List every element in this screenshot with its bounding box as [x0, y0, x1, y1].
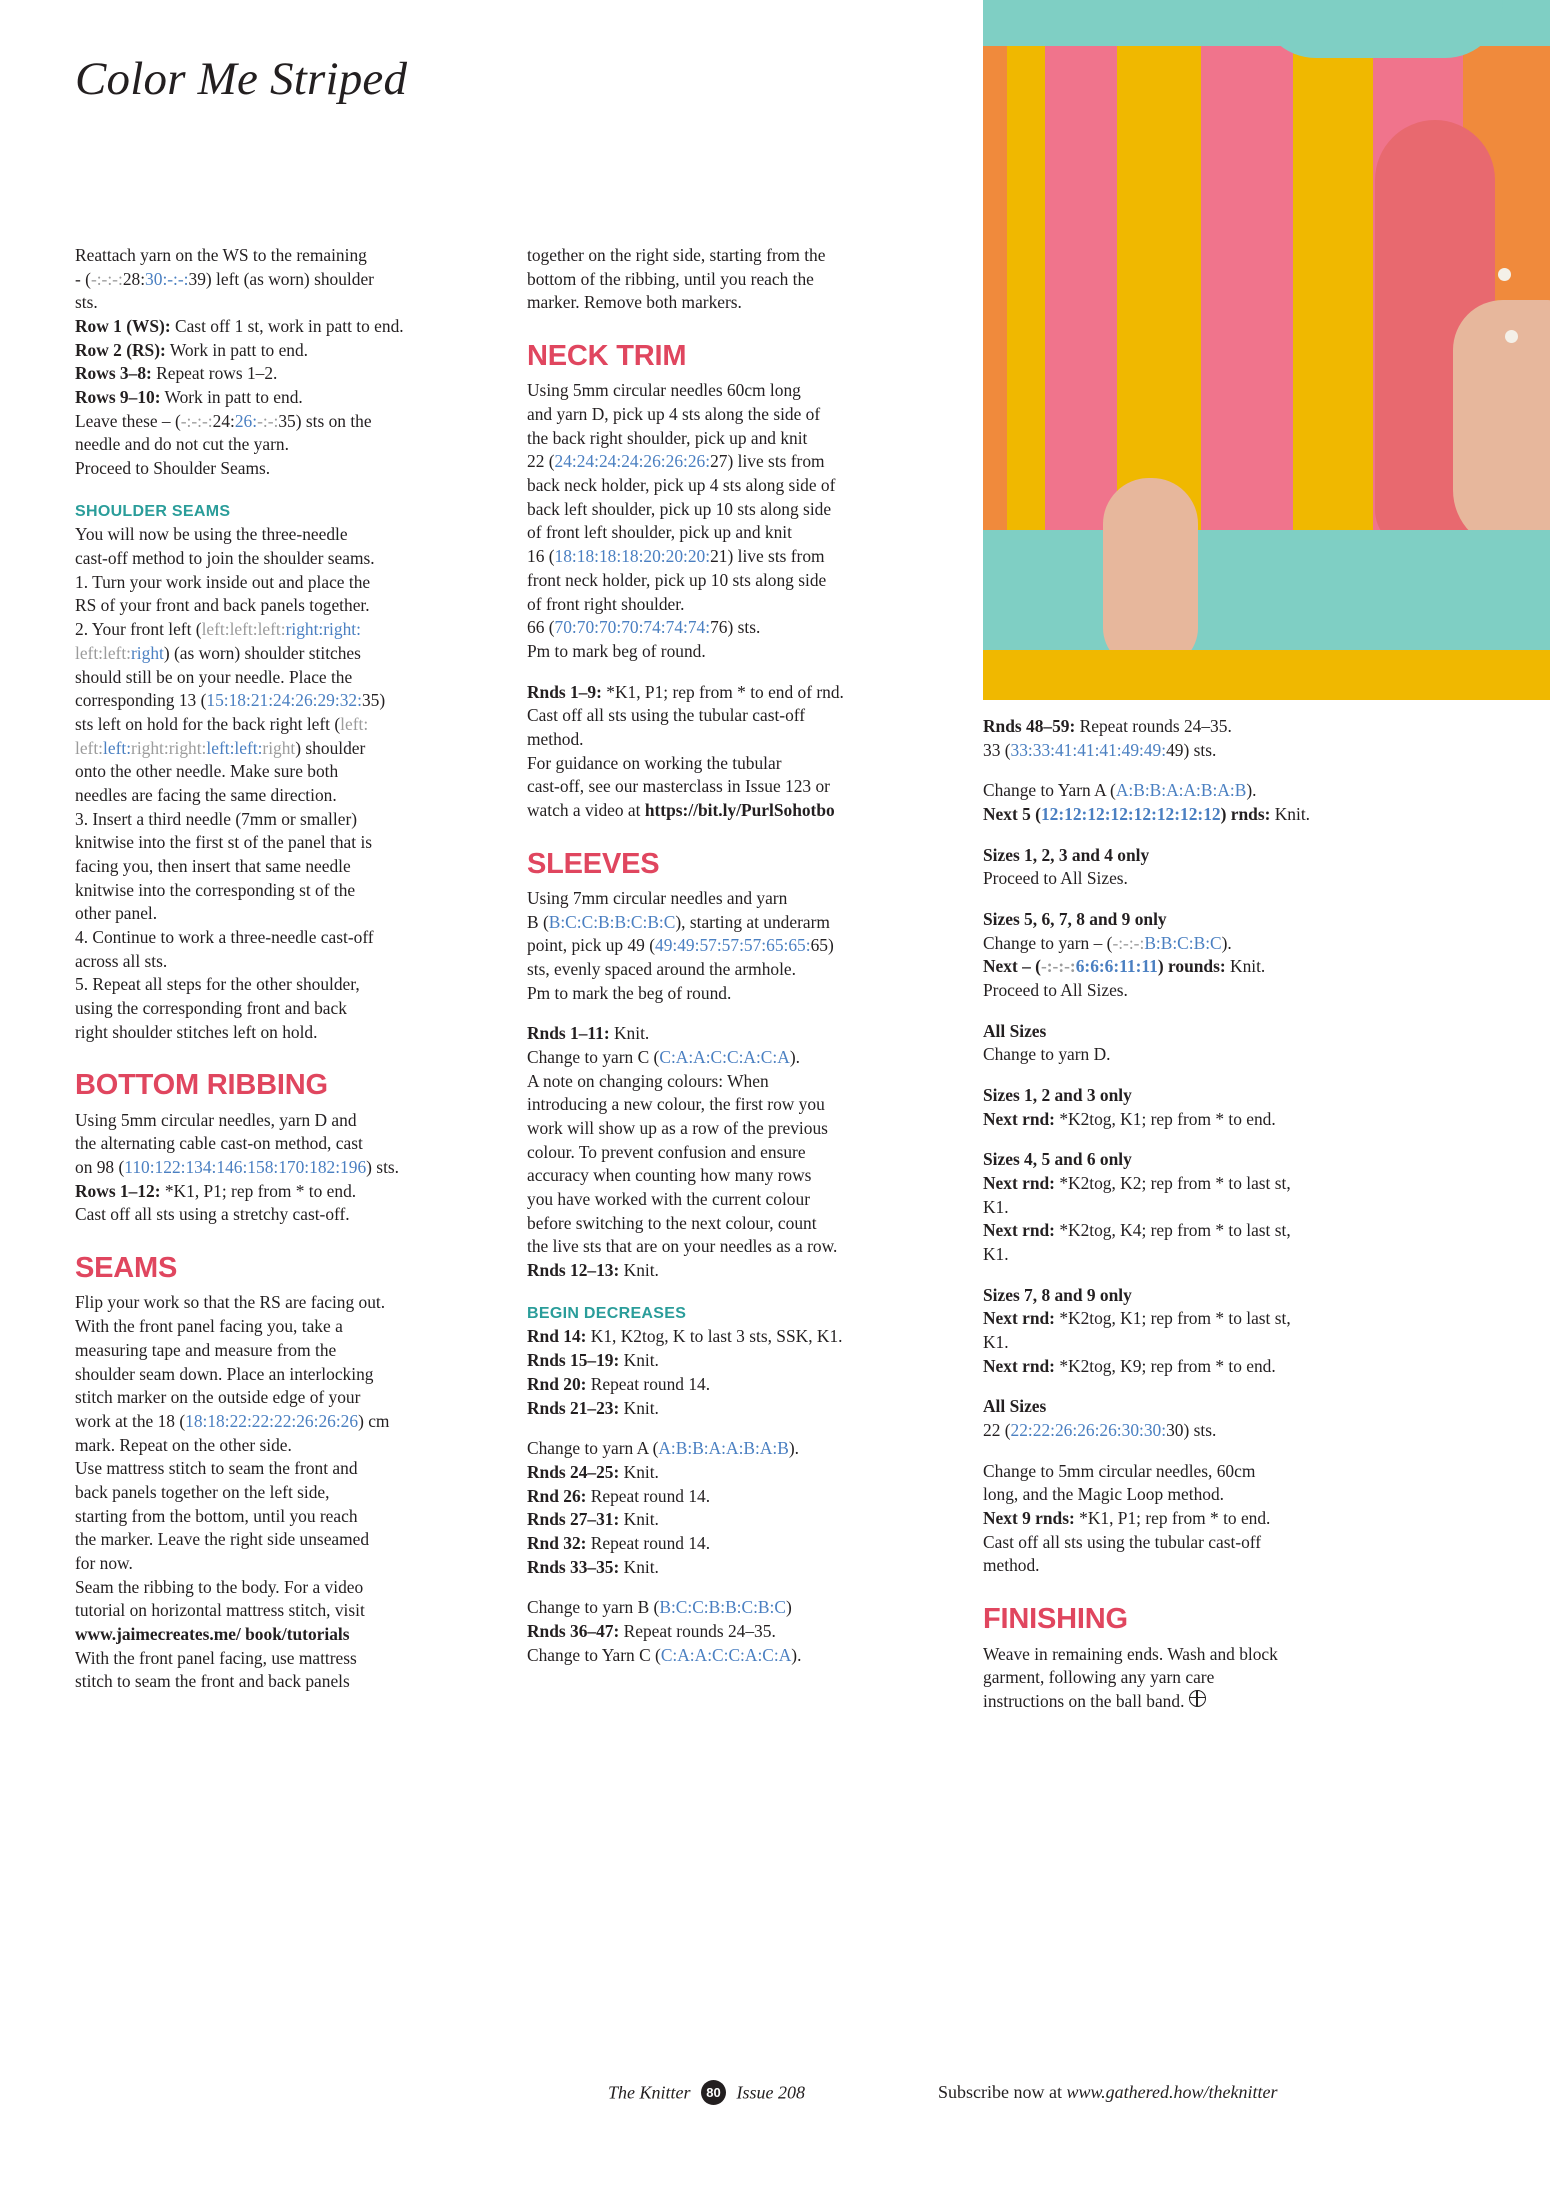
size-heading: Sizes 1, 2 and 3 only	[983, 1085, 1132, 1106]
text-line: front neck holder, pick up 10 sts along side	[527, 569, 827, 590]
text-line: method.	[983, 1555, 1040, 1576]
text-line: Proceed to Shoulder Seams.	[75, 458, 271, 479]
text-line: sts, evenly spaced around the armhole.	[527, 959, 796, 979]
text-line: 4. Continue to work a three-needle cast-off	[75, 926, 374, 947]
text-line: Reattach yarn on the WS to the remaining	[75, 245, 367, 265]
text-line: Cast off all sts using a stretchy cast-off.	[75, 1204, 350, 1225]
text-line: of front left shoulder, pick up and knit	[527, 522, 792, 543]
video-link[interactable]: https://bit.ly/PurlSohotbo	[644, 799, 835, 820]
text-line: tutorial on horizontal mattress stitch, visit	[75, 1600, 365, 1621]
size-heading: Sizes 7, 8 and 9 only	[983, 1284, 1132, 1305]
heading-bottom-ribbing: BOTTOM RIBBING	[75, 1069, 328, 1102]
row-instruction: Rows 1–12: *K1, P1; rep from * to end.	[75, 1180, 357, 1201]
text-line: Using 5mm circular needles 60cm long	[527, 380, 801, 401]
text-line: method.	[527, 728, 584, 749]
column-two	[527, 244, 939, 1667]
row-instruction: Rnds 27–31: Knit.	[527, 1509, 659, 1530]
text-line: needle and do not cut the yarn.	[75, 434, 289, 455]
text-line: should still be on your needle. Place the	[75, 666, 353, 687]
text-line: RS of your front and back panels together.	[75, 595, 370, 616]
text-line: For guidance on working the tubular	[527, 752, 782, 773]
text-line: sts left on hold for the back right left (left:	[75, 713, 369, 734]
photo-collar-curve	[1258, 0, 1503, 58]
text-line: - (-:-:-:28:30:-:-:39) left (as worn) shoulder	[75, 268, 374, 289]
page-title: Color Me Striped	[75, 53, 408, 105]
text-line: 22 (22:22:26:26:26:30:30:30) sts.	[983, 1420, 1217, 1441]
text-line: Change to yarn D.	[983, 1044, 1111, 1065]
issue-label: Issue 208	[736, 2082, 806, 2103]
row-instruction: Rows 9–10: Work in patt to end.	[75, 387, 303, 408]
magazine-name: The Knitter	[608, 2082, 691, 2103]
text-line: knitwise into the first st of the panel that is	[75, 832, 373, 853]
text-line: the marker. Leave the right side unseamed	[75, 1529, 370, 1550]
text-line: B (B:C:C:B:B:C:B:C), starting at underarm	[527, 911, 830, 932]
row-instruction: Rnds 12–13: Knit.	[527, 1260, 659, 1281]
heading-neck-trim: NECK TRIM	[527, 340, 687, 373]
text-line: Change to Yarn C (C:A:A:C:C:A:C:A).	[527, 1644, 802, 1665]
text-line: the live sts that are on your needles as a row.	[527, 1236, 838, 1257]
text-line: marker. Remove both markers.	[527, 292, 742, 313]
text-line: Change to yarn B (B:C:C:B:B:C:B:C)	[527, 1597, 792, 1618]
text-line: on 98 (110:122:134:146:158:170:182:196) sts.	[75, 1157, 400, 1178]
row-instruction: Rnd 26: Repeat round 14.	[527, 1485, 711, 1506]
text-line: cast-off, see our masterclass in Issue 123 or	[527, 776, 830, 797]
footer-left	[608, 2082, 805, 2107]
text-line: other panel.	[75, 903, 158, 924]
text-line: work at the 18 (18:18:22:22:22:26:26:26) cm	[75, 1410, 390, 1431]
text-line: Weave in remaining ends. Wash and block	[983, 1643, 1278, 1664]
text-line: stitch to seam the front and back panels	[75, 1671, 350, 1692]
subscribe-url[interactable]: www.gathered.how/theknitter	[1066, 2082, 1278, 2102]
text-line: and yarn D, pick up 4 sts along the side of	[527, 404, 821, 425]
heading-begin-decreases: BEGIN DECREASES	[527, 1304, 687, 1322]
row-instruction: Rnd 14: K1, K2tog, K to last 3 sts, SSK, K1.	[527, 1326, 843, 1347]
text-line: watch a video at https://bit.ly/PurlSohotbo	[527, 799, 835, 820]
size-heading: Sizes 1, 2, 3 and 4 only	[983, 844, 1150, 865]
text-line: knitwise into the corresponding st of the	[75, 879, 356, 900]
column-three	[983, 715, 1453, 1714]
row-instruction: Rnds 36–47: Repeat rounds 24–35.	[527, 1620, 776, 1641]
row-instruction: Next rnd: *K2tog, K4; rep from * to last st,	[983, 1220, 1291, 1241]
text-line: corresponding 13 (15:18:21:24:26:29:32:35)	[75, 690, 386, 711]
row-instruction: Rows 3–8: Repeat rows 1–2.	[75, 363, 278, 384]
text-line: back panels together on the left side,	[75, 1481, 330, 1502]
text-line: K1.	[983, 1332, 1009, 1353]
text-line: Leave these – (-:-:-:24:26:-:-:35) sts on the	[75, 410, 372, 431]
text-line: K1.	[983, 1244, 1009, 1265]
text-line: the back right shoulder, pick up and knit	[527, 427, 808, 448]
text-line: 33 (33:33:41:41:41:49:49:49) sts.	[983, 739, 1217, 760]
text-line: facing you, then insert that same needle	[75, 855, 351, 876]
row-instruction: Rnds 1–9: *K1, P1; rep from * to end of rnd.	[527, 681, 844, 702]
text-line: A note on changing colours: When	[527, 1070, 769, 1091]
text-line: stitch marker on the outside edge of your	[75, 1387, 361, 1408]
text-line: 2. Your front left (left:left:left:right:right:	[75, 619, 361, 640]
photo-hand-left	[1103, 478, 1198, 668]
text-line: onto the other needle. Make sure both	[75, 761, 339, 782]
text-line: sts.	[75, 292, 98, 313]
heading-shoulder-seams: SHOULDER SEAMS	[75, 502, 231, 520]
text-line: colour. To prevent confusion and ensure	[527, 1141, 806, 1162]
text-line: Change to Yarn A (A:B:B:A:A:B:A:B).	[983, 780, 1257, 801]
heading-sleeves: SLEEVES	[527, 847, 660, 880]
text-line: Pm to mark the beg of round.	[527, 982, 732, 1003]
text-line: before switching to the next colour, count	[527, 1212, 817, 1233]
text-line: 22 (24:24:24:24:26:26:26:27) live sts from	[527, 451, 825, 472]
text-line: using the corresponding front and back	[75, 997, 347, 1018]
row-instruction: Rnds 15–19: Knit.	[527, 1350, 659, 1371]
row-instruction: Rnds 21–23: Knit.	[527, 1397, 659, 1418]
striped-sweater-photo	[983, 0, 1550, 700]
globe-icon	[1189, 1690, 1206, 1707]
subscribe-text: Subscribe now at	[938, 2082, 1067, 2102]
text-line: introducing a new colour, the first row you	[527, 1094, 825, 1115]
text-line: left:left:right) (as worn) shoulder stitches	[75, 642, 361, 663]
text-line: mark. Repeat on the other side.	[75, 1434, 292, 1455]
text-line: point, pick up 49 (49:49:57:57:57:65:65:65)	[527, 935, 834, 956]
row-instruction: Row 1 (WS): Cast off 1 st, work in patt to end.	[75, 316, 404, 337]
text-line: You will now be using the three-needle	[75, 524, 348, 545]
text-line: 1. Turn your work inside out and place the	[75, 571, 371, 592]
text-line: measuring tape and measure from the	[75, 1339, 337, 1360]
text-line: for now.	[75, 1552, 133, 1573]
text-line: 66 (70:70:70:70:74:74:74:76) sts.	[527, 617, 761, 638]
text-line: 3. Insert a third needle (7mm or smaller)	[75, 808, 358, 829]
text-line: K1.	[983, 1196, 1009, 1217]
tutorial-link[interactable]: www.jaimecreates.me/ book/tutorials	[75, 1623, 350, 1644]
text-line: together on the right side, starting from the	[527, 245, 826, 265]
row-instruction: Next rnd: *K2tog, K9; rep from * to end.	[983, 1355, 1276, 1376]
row-instruction: Next rnd: *K2tog, K1; rep from * to end.	[983, 1108, 1276, 1129]
row-instruction: Next – (-:-:-:6:6:6:11:11) rounds: Knit.	[983, 956, 1266, 977]
text-line: shoulder seam down. Place an interlocking	[75, 1363, 374, 1384]
column-one	[75, 244, 487, 1694]
text-line: 16 (18:18:18:18:20:20:20:21) live sts from	[527, 546, 825, 567]
text-line: Pm to mark beg of round.	[527, 640, 706, 661]
text-line: 5. Repeat all steps for the other shoulder,	[75, 974, 360, 995]
text-line: Seam the ribbing to the body. For a video	[75, 1576, 364, 1597]
text-line: left:left:right:right:left:left:right) shoulder	[75, 737, 366, 758]
text-line: bottom of the ribbing, until you reach the	[527, 268, 814, 289]
row-instruction: Next rnd: *K2tog, K2; rep from * to last st,	[983, 1173, 1291, 1194]
row-instruction: Rnd 20: Repeat round 14.	[527, 1373, 711, 1394]
text-line: With the front panel facing, use mattress	[75, 1647, 357, 1668]
row-instruction: Rnds 1–11: Knit.	[527, 1023, 650, 1044]
row-instruction: Rnds 24–25: Knit.	[527, 1461, 659, 1482]
text-line: you have worked with the current colour	[527, 1189, 810, 1210]
text-line: Cast off all sts using the tubular cast-off	[527, 705, 806, 726]
text-line: starting from the bottom, until you reach	[75, 1505, 358, 1526]
text-line: across all sts.	[75, 950, 168, 971]
heading-seams: SEAMS	[75, 1252, 178, 1285]
footer-subscribe	[938, 2082, 1277, 2103]
text-line: garment, following any yarn care	[983, 1667, 1215, 1688]
text-line: instructions on the ball band.	[983, 1690, 1453, 1714]
text-line: accuracy when counting how many rows	[527, 1165, 812, 1186]
row-instruction: Next 5 (12:12:12:12:12:12:12:12) rnds: Knit.	[983, 804, 1311, 825]
photo-hem-ribbing	[983, 530, 1550, 650]
size-heading: Sizes 5, 6, 7, 8 and 9 only	[983, 909, 1167, 930]
page-number-badge: 80	[701, 2080, 726, 2105]
size-heading: All Sizes	[983, 1396, 1047, 1417]
text-line: right shoulder stitches left on hold.	[75, 1021, 318, 1042]
photo-skirt	[983, 650, 1550, 700]
row-instruction: Rnds 33–35: Knit.	[527, 1556, 659, 1577]
text-line: Cast off all sts using the tubular cast-off	[983, 1531, 1262, 1552]
heading-finishing: FINISHING	[983, 1603, 1128, 1636]
row-instruction: Rnd 32: Repeat round 14.	[527, 1532, 711, 1553]
size-heading: All Sizes	[983, 1020, 1047, 1041]
text-line: Using 5mm circular needles, yarn D and	[75, 1109, 357, 1130]
text-line: long, and the Magic Loop method.	[983, 1484, 1225, 1505]
text-line: work will show up as a row of the previous	[527, 1118, 828, 1139]
text-line: Proceed to All Sizes.	[983, 980, 1128, 1001]
size-heading: Sizes 4, 5 and 6 only	[983, 1149, 1132, 1170]
row-instruction: Row 2 (RS): Work in patt to end.	[75, 339, 309, 360]
row-instruction: Next 9 rnds: *K1, P1; rep from * to end.	[983, 1508, 1271, 1529]
text-line: Change to 5mm circular needles, 60cm	[983, 1460, 1256, 1481]
text-line: Flip your work so that the RS are facing out.	[75, 1292, 386, 1313]
text-line: of front right shoulder.	[527, 593, 685, 614]
text-line: cast-off method to join the shoulder seams.	[75, 548, 375, 569]
text-line: Change to yarn A (A:B:B:A:A:B:A:B).	[527, 1438, 799, 1459]
text-line: back left shoulder, pick up 10 sts along side	[527, 498, 832, 519]
text-line: With the front panel facing you, take a	[75, 1316, 343, 1337]
row-instruction: Rnds 48–59: Repeat rounds 24–35.	[983, 716, 1232, 736]
text-line: Proceed to All Sizes.	[983, 868, 1128, 889]
text-line: Using 7mm circular needles and yarn	[527, 887, 788, 908]
text-line: the alternating cable cast-on method, cast	[75, 1133, 363, 1154]
text-line: Change to yarn – (-:-:-:B:B:C:B:C).	[983, 932, 1232, 953]
text-line: Change to yarn C (C:A:A:C:C:A:C:A).	[527, 1047, 800, 1068]
photo-hand-right	[1453, 300, 1550, 550]
text-line: Use mattress stitch to seam the front and	[75, 1458, 358, 1479]
text-line: back neck holder, pick up 4 sts along side of	[527, 475, 836, 496]
row-instruction: Next rnd: *K2tog, K1; rep from * to last st,	[983, 1308, 1291, 1329]
text-line: needles are facing the same direction.	[75, 784, 337, 805]
